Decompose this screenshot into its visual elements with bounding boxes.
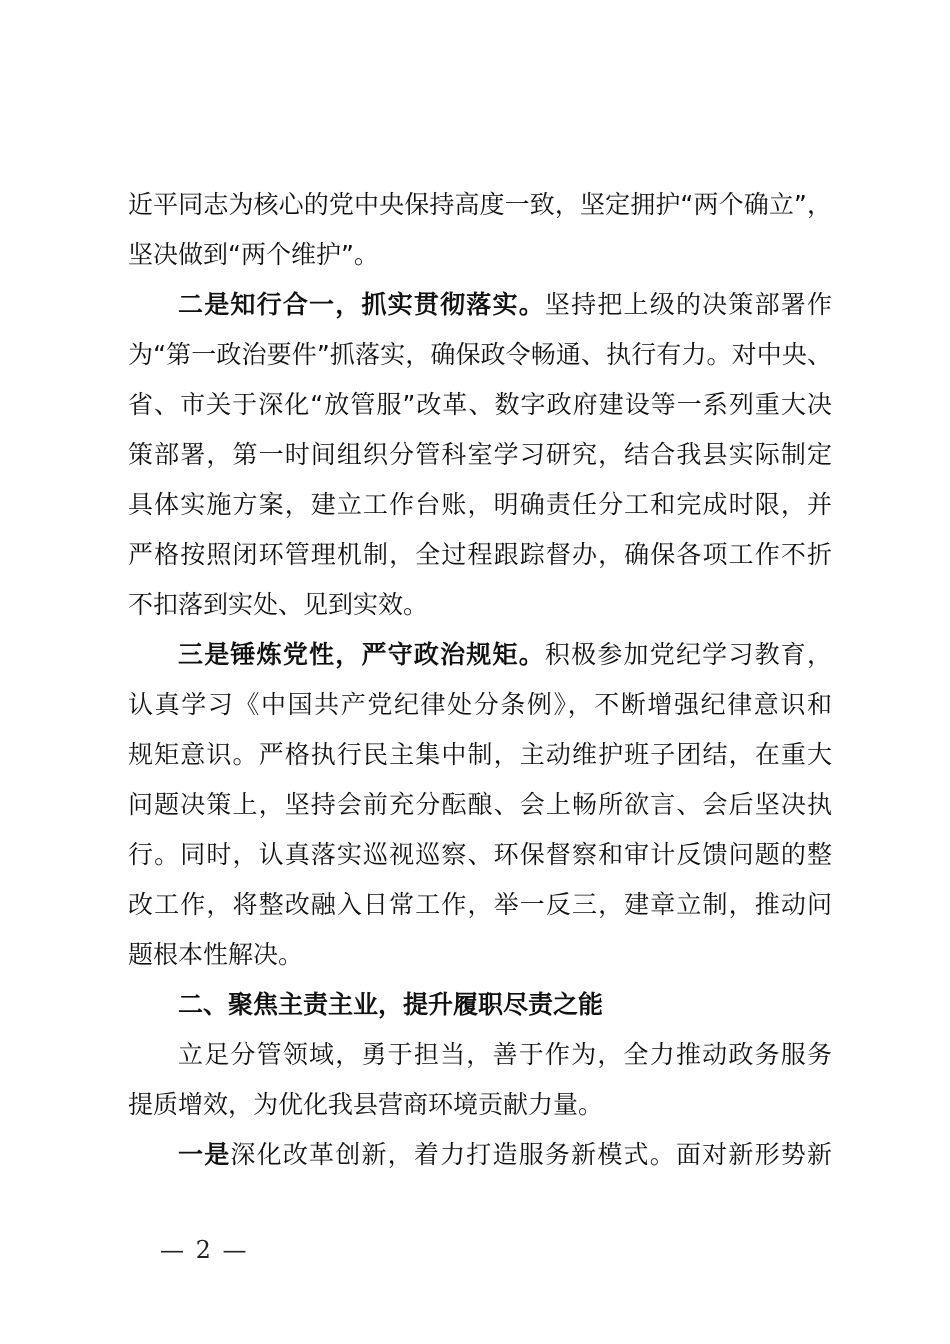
text-line: 严格按照闭环管理机制，全过程跟踪督办，确保各项工作不折 [128,540,832,569]
text-line: 具体实施方案，建立工作台账，明确责任分工和完成时限，并 [128,490,832,519]
text-line: 题根本性解决。 [128,940,304,969]
bold-lead: 三是锤炼党性，严守政治规矩。 [178,640,545,669]
paragraph-heading-line [128,630,832,680]
text-line: 不扣落到实处、见到实效。 [128,590,429,619]
bold-lead: 二是知行合一，抓实贯彻落实。 [178,290,545,319]
text-line: 问题决策上，坚持会前充分酝酿、会上畅所欲言、会后坚决执 [128,790,832,819]
text-line: 近平同志为核心的党中央保持高度一致，坚定拥护“两个确立”， [128,190,832,219]
text-line: 立足分管领域，勇于担当，善于作为，全力推动政务服务 [178,1040,832,1069]
document-body [128,180,832,1180]
paragraph-heading-line [128,1130,832,1180]
text-line: 策部署，第一时间组织分管科室学习研究，结合我县实际制定 [128,440,832,469]
section-heading: 二、聚焦主责主业，提升履职尽责之能 [178,990,604,1019]
text-line: 提质增效，为优化我县营商环境贡献力量。 [128,1090,604,1119]
text-line: 为“第一政治要件”抓落实，确保政令畅通、执行有力。对中央、 [128,340,832,369]
text-run: 坚持把上级的决策部署作 [544,290,832,319]
text-line: 行。同时，认真落实巡视巡察、环保督察和审计反馈问题的整 [128,840,832,869]
bold-lead: 一是 [178,1140,231,1169]
page-number: — 2 — [160,1236,249,1264]
text-line: 认真学习《中国共产党纪律处分条例》，不断增强纪律意识和 [128,690,832,719]
text-run: 深化改革创新，着力打造服务新模式。面对新形势新 [230,1140,832,1169]
text-run: 积极参加党纪学习教育， [544,640,832,669]
text-line: 改工作，将整改融入日常工作，举一反三，建章立制，推动问 [128,890,832,919]
text-line: 坚决做到“两个维护”。 [128,240,379,269]
paragraph-heading-line [128,280,832,330]
text-line: 省、市关于深化“放管服”改革、数字政府建设等一系列重大决 [128,390,832,419]
text-line: 规矩意识。严格执行民主集中制，主动维护班子团结，在重大 [128,740,832,769]
